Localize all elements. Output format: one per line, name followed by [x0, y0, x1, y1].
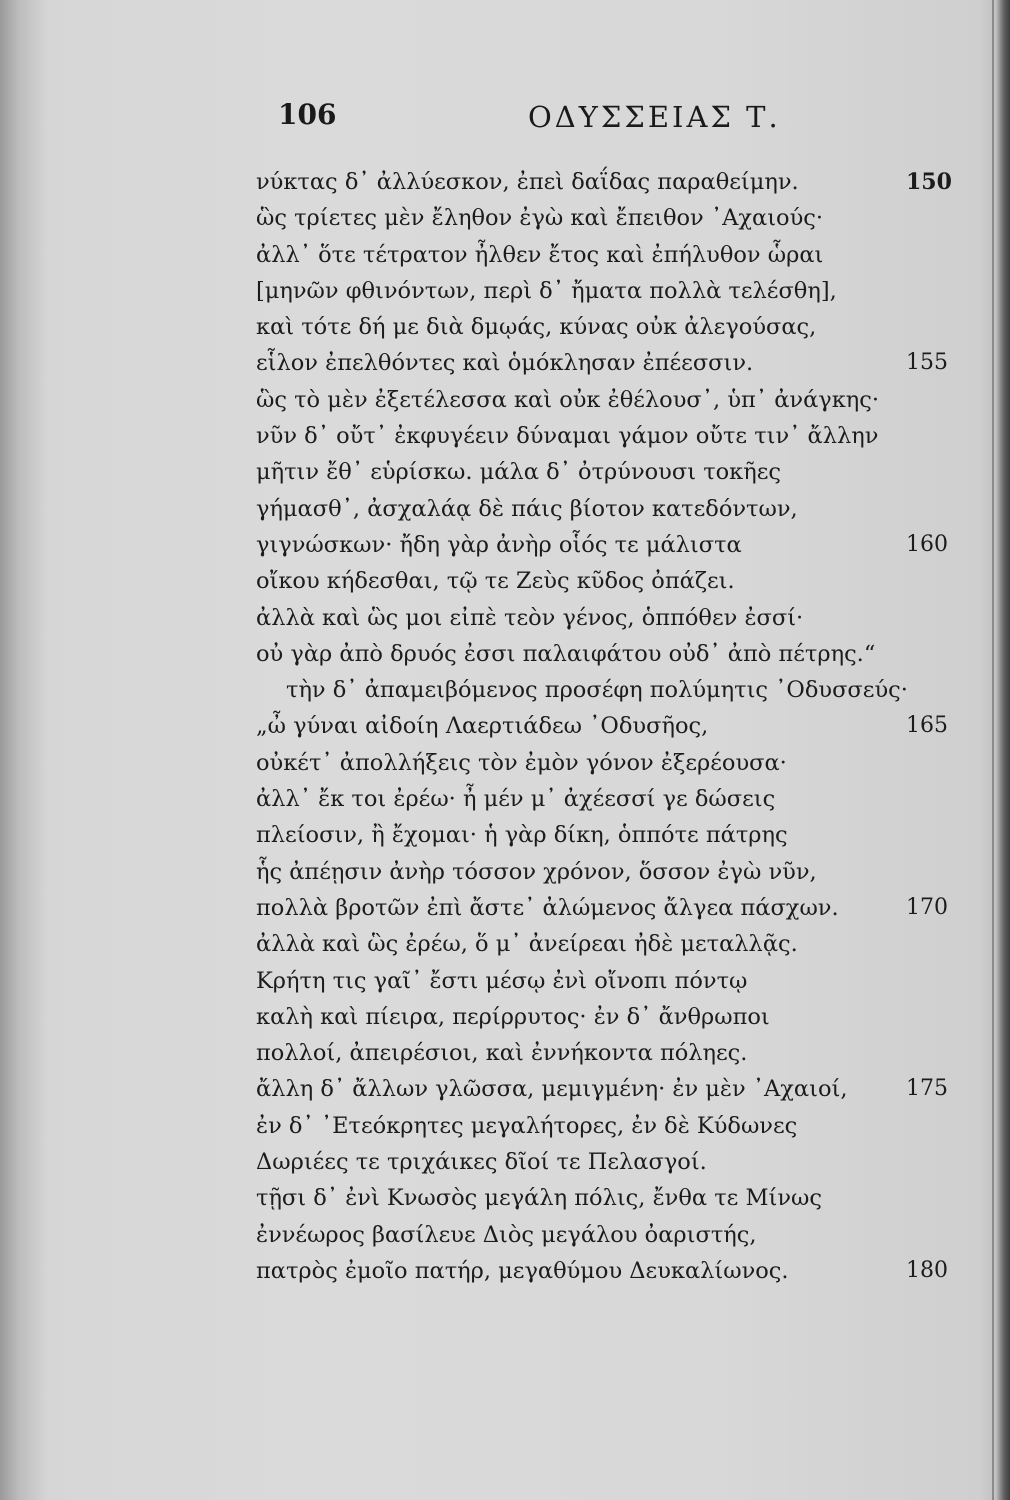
line-number: 160 [906, 531, 948, 557]
verse-line [256, 237, 976, 273]
verse-line [256, 1217, 976, 1253]
verse-line [256, 890, 976, 926]
verse-text: ἀλλ᾿ ὅτε τέτρατον ἦλθεν ἔτος καὶ ἐπήλυθον ὧραι [256, 241, 824, 268]
verse-text: Κρήτη τις γαῖ᾿ ἔστι μέσῳ ἐνὶ οἴνοπι πόντῳ [256, 967, 748, 994]
verse-line [256, 1144, 976, 1180]
line-number: 150 [906, 169, 952, 195]
verse-line [256, 636, 976, 672]
verse-line [256, 309, 976, 345]
verse-text: τὴν δ᾿ ἀπαμειβόμενος προσέφη πολύμητις ᾿Οδυσσεύς· [286, 677, 908, 704]
verse-line [256, 1035, 976, 1071]
verse-line [256, 1253, 976, 1289]
verse-text: ἄλλη δ᾿ ἄλλων γλῶσσα, μεμιγμένη· ἐν μὲν ᾿Αχαιοί, [256, 1076, 848, 1103]
verse-text: [μηνῶν φθινόντων, περὶ δ᾿ ἤματα πολλὰ τελέσθη], [256, 277, 837, 304]
verse-line [256, 854, 976, 890]
line-number: 165 [906, 713, 948, 739]
verse-text: ἀλλ᾿ ἔκ τοι ἐρέω· ἦ μέν μ᾿ ἀχέεσσί γε δώσεις [256, 786, 776, 813]
verse-text: γήμασθ᾿, ἀσχαλάᾳ δὲ πάις βίοτον κατεδόντων, [256, 495, 798, 522]
verse-text: Δωριέες τε τριχάικες δῖοί τε Πελασγοί. [256, 1149, 707, 1176]
verse-line [256, 382, 976, 418]
verse-text: ὣς τὸ μὲν ἐξετέλεσσα καὶ οὐκ ἐθέλουσ᾿, ὑπ᾿ ἀνάγκης· [256, 386, 880, 413]
line-number: 175 [906, 1076, 948, 1102]
verse-line [256, 164, 976, 200]
verse-text: εἷλον ἐπελθόντες καὶ ὁμόκλησαν ἐπέεσσιν. [256, 350, 754, 377]
verse-line [256, 672, 976, 708]
verse-line [256, 745, 976, 781]
verse-text: πολλοί, ἀπειρέσιοι, καὶ ἐννήκοντα πόληες. [256, 1040, 748, 1067]
running-header [0, 98, 1010, 148]
verse-text: πλείοσιν, ἢ ἔχομαι· ἡ γὰρ δίκη, ὁππότε πάτρης [256, 822, 788, 849]
verse-line [256, 527, 976, 563]
verse-line [256, 491, 976, 527]
page-edge-line [992, 0, 994, 1500]
running-title: ΟΔΥΣΣΕΙΑΣ Τ. [528, 100, 781, 134]
verse-text: οὐκέτ᾿ ἀπολλήξεις τὸν ἐμὸν γόνον ἐξερέουσα· [256, 749, 787, 776]
verse-block [256, 164, 976, 1304]
spine-shadow [0, 0, 48, 1500]
verse-line [256, 1108, 976, 1144]
verse-text: ἐν δ᾿ ᾿Ετεόκρητες μεγαλήτορες, ἐν δὲ Κύδωνες [256, 1112, 798, 1139]
verse-text: ἐννέωρος βασίλευε Διὸς μεγάλου ὀαριστής, [256, 1221, 757, 1248]
verse-text: πατρὸς ἐμοῖο πατήρ, μεγαθύμου Δευκαλίωνος. [256, 1257, 789, 1284]
verse-line [256, 454, 976, 490]
verse-line [256, 999, 976, 1035]
verse-line [256, 708, 976, 744]
verse-text: νύκτας δ᾿ ἀλλύεσκον, ἐπεὶ δαΐδας παραθείμην. [256, 169, 799, 195]
verse-text: ἧς ἀπέῃσιν ἀνὴρ τόσσον χρόνον, ὅσσον ἐγὼ νῦν, [256, 858, 817, 885]
verse-text: καλὴ καὶ πίειρα, περίρρυτος· ἐν δ᾿ ἄνθρωποι [256, 1003, 770, 1030]
verse-line [256, 418, 976, 454]
verse-text: νῦν δ᾿ οὔτ᾿ ἐκφυγέειν δύναμαι γάμον οὔτε τιν᾿ ἄλλην [256, 423, 879, 450]
verse-text: ἀλλὰ καὶ ὣς μοι εἰπὲ τεὸν γένος, ὁππόθεν ἐσσί· [256, 604, 804, 631]
verse-line [256, 1180, 976, 1216]
verse-text: „ὦ γύναι αἰδοίη Λαερτιάδεω ᾿Οδυσῆος, [256, 713, 709, 740]
verse-line [256, 963, 976, 999]
page-number: 106 [278, 98, 337, 131]
verse-text: μῆτιν ἔθ᾿ εὑρίσκω. μάλα δ᾿ ὀτρύνουσι τοκῆες [256, 459, 781, 486]
verse-line [256, 817, 976, 853]
verse-text: οἴκου κήδεσθαι, τῷ τε Ζεὺς κῦδος ὀπάζει. [256, 568, 735, 595]
page-right-edge [996, 0, 1010, 1500]
verse-text: καὶ τότε δή με διὰ δμῳάς, κύνας οὐκ ἀλεγούσας, [256, 314, 817, 341]
verse-line [256, 600, 976, 636]
verse-line [256, 273, 976, 309]
verse-text: ἀλλὰ καὶ ὣς ἐρέω, ὅ μ᾿ ἀνείρεαι ἠδὲ μεταλλᾷς. [256, 931, 798, 958]
verse-text: γιγνώσκων· ἤδη γὰρ ἀνὴρ οἷός τε μάλιστα [256, 531, 742, 558]
verse-line [256, 926, 976, 962]
verse-line [256, 200, 976, 236]
verse-text: τῇσι δ᾿ ἐνὶ Κνωσὸς μεγάλη πόλις, ἔνθα τε Μίνως [256, 1185, 822, 1212]
line-number: 155 [906, 350, 948, 376]
verse-line [256, 563, 976, 599]
verse-text: οὐ γὰρ ἀπὸ δρυός ἐσσι παλαιφάτου οὐδ᾿ ἀπὸ πέτρης.“ [256, 640, 876, 667]
verse-line [256, 1071, 976, 1107]
verse-line [256, 781, 976, 817]
verse-text: πολλὰ βροτῶν ἐπὶ ἄστε᾿ ἀλώμενος ἄλγεα πάσχων. [256, 894, 839, 921]
verse-line [256, 345, 976, 381]
line-number: 170 [906, 894, 948, 920]
verse-text: ὣς τρίετες μὲν ἔληθον ἐγὼ καὶ ἔπειθον ᾿Αχαιούς· [256, 205, 824, 232]
line-number: 180 [906, 1257, 948, 1283]
